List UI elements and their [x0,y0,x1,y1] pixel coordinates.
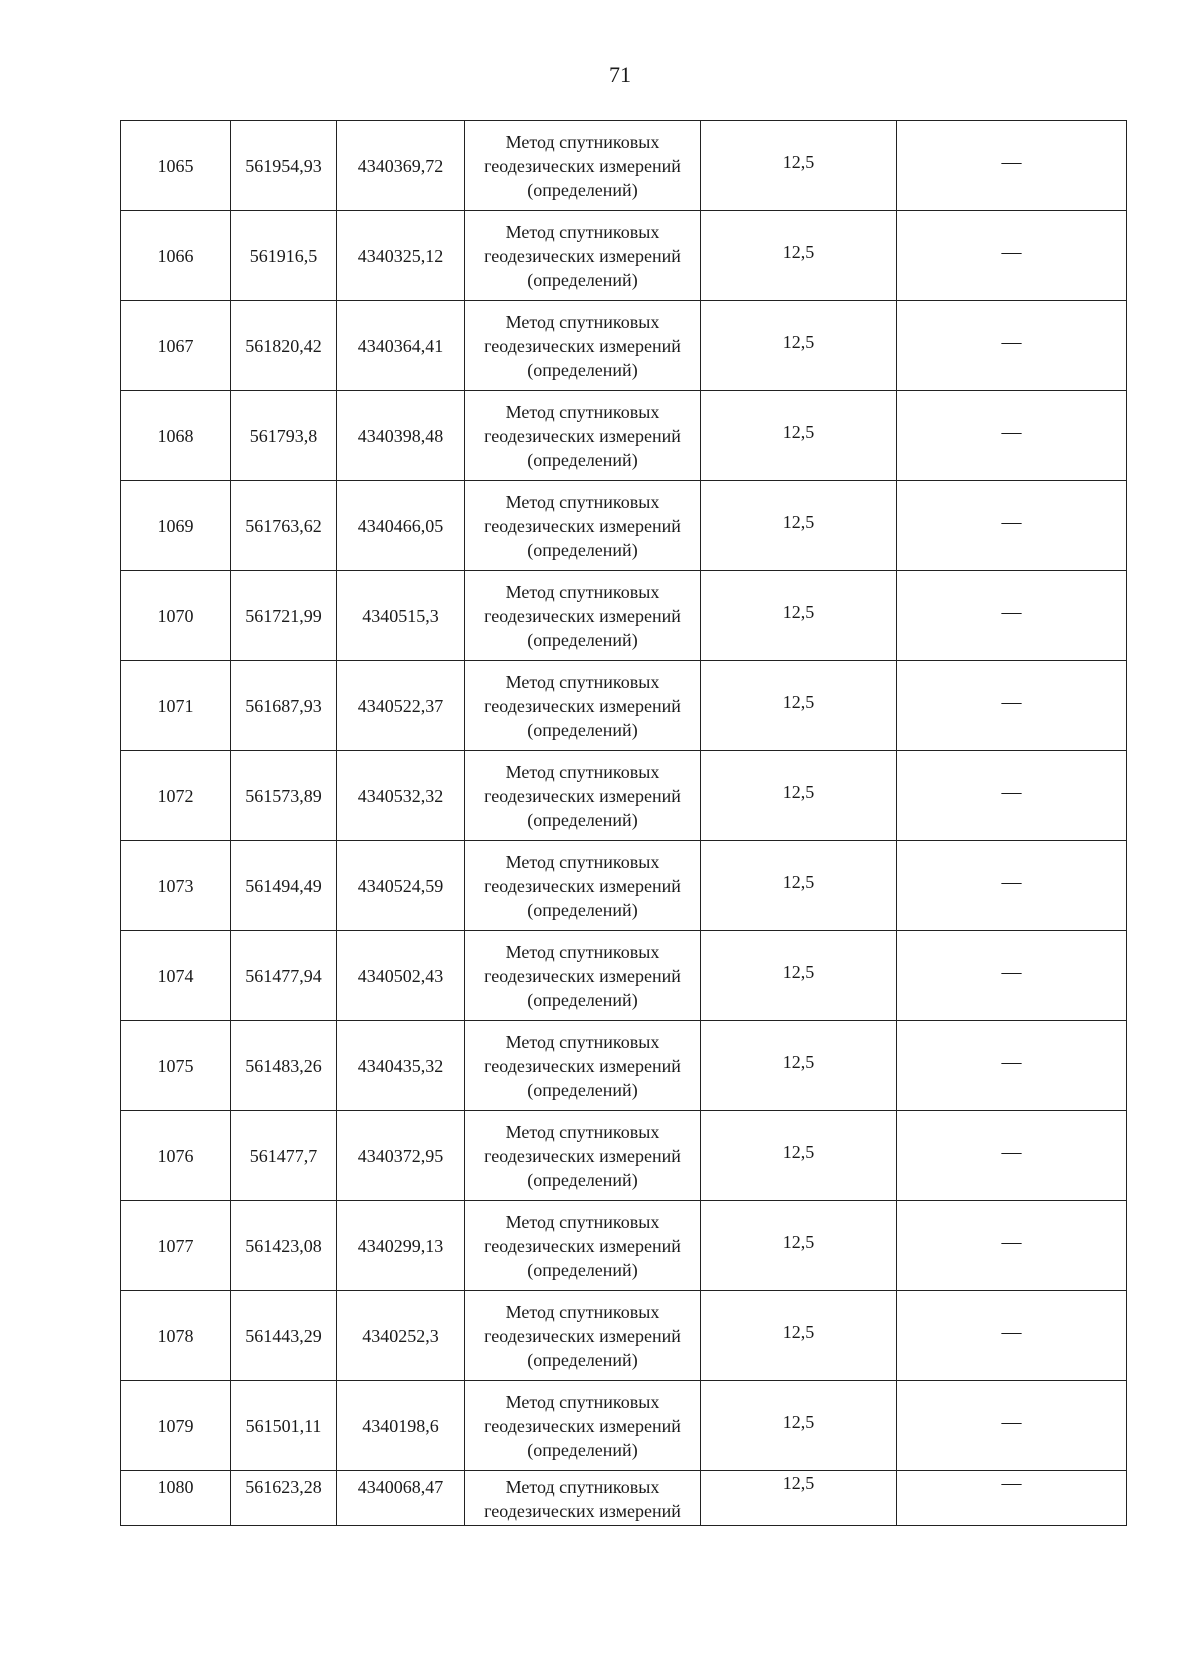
x-coordinate-cell-text: 561423,08 [245,1235,322,1256]
point-number-cell-text: 1066 [157,245,194,266]
point-number-cell [121,841,231,931]
method-line: геодезических измерений [484,1055,681,1076]
accuracy-cell-text: 12,5 [782,961,815,982]
method-line: геодезических измерений [484,1325,681,1346]
x-coordinate-cell-text: 561501,11 [245,1415,322,1436]
method-line: геодезических измерений [484,1501,681,1521]
note-cell [897,931,1127,1021]
accuracy-cell [701,211,897,301]
method-cell [465,1111,701,1201]
table-row [121,931,1127,1021]
accuracy-cell [701,1291,897,1381]
y-coordinate-cell-text: 4340398,48 [357,425,444,446]
accuracy-cell-text: 12,5 [782,331,815,352]
accuracy-cell-text: 12,5 [782,601,815,622]
point-number-cell [121,571,231,661]
method-line: (определений) [527,539,638,560]
x-coordinate-cell [231,1111,337,1201]
x-coordinate-cell-text: 561477,94 [245,965,322,986]
x-coordinate-cell-text: 561623,28 [245,1477,322,1497]
x-coordinate-cell-text: 561483,26 [245,1055,322,1076]
method-line: Метод спутниковых [505,1121,660,1142]
note-cell-text: — [1001,1472,1022,1494]
point-number-cell [121,1381,231,1471]
point-number-cell [121,661,231,751]
point-number-cell [121,481,231,571]
note-cell [897,661,1127,751]
x-coordinate-cell [231,661,337,751]
table-row [121,1471,1127,1526]
point-number-cell [121,1291,231,1381]
point-number-cell [121,301,231,391]
y-coordinate-cell [337,1381,465,1471]
x-coordinate-cell [231,1471,337,1526]
accuracy-cell-text: 12,5 [782,691,815,712]
method-line: геодезических измерений [484,515,681,536]
note-cell [897,301,1127,391]
method-line: Метод спутниковых [505,1211,660,1232]
method-line: Метод спутниковых [505,581,660,602]
y-coordinate-cell-text: 4340299,13 [357,1235,444,1256]
method-line: (определений) [527,989,638,1010]
table-row [121,1291,1127,1381]
point-number-cell-text: 1068 [157,425,194,446]
table-row [121,211,1127,301]
method-line: Метод спутниковых [505,311,660,332]
note-cell [897,211,1127,301]
point-number-cell-text: 1077 [157,1235,194,1256]
method-line: геодезических измерений [484,875,681,896]
note-cell-text: — [1001,330,1022,353]
method-cell [465,1021,701,1111]
y-coordinate-cell [337,841,465,931]
x-coordinate-cell-text: 561916,5 [249,245,318,266]
note-cell-text: — [1001,150,1022,173]
y-coordinate-cell [337,211,465,301]
method-cell [465,211,701,301]
table-row [121,1201,1127,1291]
accuracy-cell [701,391,897,481]
method-line: (определений) [527,1349,638,1370]
accuracy-cell-text: 12,5 [782,1321,815,1342]
method-line: геодезических измерений [484,605,681,626]
y-coordinate-cell-text: 4340466,05 [357,515,444,536]
method-line: (определений) [527,1079,638,1100]
x-coordinate-cell-text: 561954,93 [245,155,322,176]
method-line: Метод спутниковых [505,221,660,242]
x-coordinate-cell [231,1291,337,1381]
accuracy-cell [701,1381,897,1471]
method-line: Метод спутниковых [505,1391,660,1412]
y-coordinate-cell-text: 4340532,32 [357,785,444,806]
method-line: (определений) [527,809,638,830]
method-cell [465,751,701,841]
note-cell [897,1111,1127,1201]
x-coordinate-cell-text: 561443,29 [245,1325,322,1346]
y-coordinate-cell [337,121,465,211]
note-cell [897,1381,1127,1471]
note-cell [897,1021,1127,1111]
method-line: (определений) [527,1259,638,1280]
point-number-cell-text: 1071 [157,695,194,716]
table-row [121,1111,1127,1201]
method-cell [465,1291,701,1381]
accuracy-cell [701,481,897,571]
x-coordinate-cell [231,751,337,841]
accuracy-cell [701,1471,897,1526]
point-number-cell-text: 1070 [157,605,194,626]
y-coordinate-cell [337,571,465,661]
x-coordinate-cell [231,481,337,571]
accuracy-cell-text: 12,5 [782,871,815,892]
accuracy-cell-text: 12,5 [782,421,815,442]
table-row [121,1381,1127,1471]
point-number-cell [121,211,231,301]
accuracy-cell [701,751,897,841]
accuracy-cell [701,301,897,391]
accuracy-cell [701,1111,897,1201]
x-coordinate-cell-text: 561573,89 [245,785,322,806]
method-line: геодезических измерений [484,1145,681,1166]
table-row [121,481,1127,571]
table-row [121,121,1127,211]
y-coordinate-cell [337,931,465,1021]
table-row [121,391,1127,481]
method-line: геодезических измерений [484,965,681,986]
note-cell-text: — [1001,1050,1022,1073]
note-cell-text: — [1001,240,1022,263]
accuracy-cell [701,571,897,661]
method-line: (определений) [527,899,638,920]
note-cell [897,1471,1127,1526]
y-coordinate-cell-text: 4340372,95 [357,1145,444,1166]
x-coordinate-cell [231,1201,337,1291]
accuracy-cell [701,841,897,931]
y-coordinate-cell-text: 4340364,41 [357,335,444,356]
point-number-cell-text: 1073 [157,875,194,896]
point-number-cell-text: 1072 [157,785,194,806]
coordinates-table [120,120,1127,1526]
y-coordinate-cell-text: 4340435,32 [357,1055,444,1076]
y-coordinate-cell-text: 4340515,3 [362,605,439,626]
x-coordinate-cell-text: 561721,99 [245,605,322,626]
method-line: Метод спутниковых [505,671,660,692]
y-coordinate-cell [337,1201,465,1291]
x-coordinate-cell-text: 561763,62 [245,515,322,536]
note-cell-text: — [1001,870,1022,893]
y-coordinate-cell-text: 4340325,12 [357,245,444,266]
y-coordinate-cell [337,481,465,571]
y-coordinate-cell-text: 4340198,6 [362,1415,439,1436]
method-line: Метод спутниковых [505,1477,660,1497]
point-number-cell-text: 1069 [157,515,194,536]
y-coordinate-cell [337,391,465,481]
table-row [121,301,1127,391]
note-cell-text: — [1001,510,1022,533]
method-line: (определений) [527,359,638,380]
accuracy-cell-text: 12,5 [782,241,815,262]
accuracy-cell [701,661,897,751]
x-coordinate-cell-text: 561820,42 [245,335,322,356]
method-line: Метод спутниковых [505,1301,660,1322]
y-coordinate-cell-text: 4340068,47 [357,1477,444,1497]
point-number-cell [121,1471,231,1526]
accuracy-cell-text: 12,5 [782,1051,815,1072]
method-line: Метод спутниковых [505,1031,660,1052]
method-line: Метод спутниковых [505,401,660,422]
accuracy-cell [701,121,897,211]
note-cell [897,481,1127,571]
point-number-cell-text: 1074 [157,965,194,986]
note-cell-text: — [1001,1230,1022,1253]
method-line: Метод спутниковых [505,941,660,962]
x-coordinate-cell [231,841,337,931]
method-line: (определений) [527,449,638,470]
table-row [121,1021,1127,1111]
y-coordinate-cell [337,1021,465,1111]
point-number-cell-text: 1075 [157,1055,194,1076]
y-coordinate-cell [337,751,465,841]
method-cell [465,661,701,751]
page-number: 71 [609,62,631,87]
method-cell [465,1471,701,1526]
note-cell [897,751,1127,841]
method-line: (определений) [527,1169,638,1190]
table-row [121,661,1127,751]
note-cell-text: — [1001,780,1022,803]
method-line: (определений) [527,719,638,740]
method-line: геодезических измерений [484,155,681,176]
point-number-cell [121,1111,231,1201]
method-cell [465,121,701,211]
accuracy-cell [701,931,897,1021]
method-cell [465,1201,701,1291]
point-number-cell-text: 1079 [157,1415,194,1436]
accuracy-cell-text: 12,5 [782,151,815,172]
y-coordinate-cell [337,1111,465,1201]
method-cell [465,301,701,391]
point-number-cell-text: 1078 [157,1325,194,1346]
table-row [121,571,1127,661]
accuracy-cell [701,1201,897,1291]
x-coordinate-cell-text: 561494,49 [245,875,322,896]
note-cell-text: — [1001,960,1022,983]
method-line: (определений) [527,179,638,200]
method-line: (определений) [527,1439,638,1460]
note-cell-text: — [1001,600,1022,623]
x-coordinate-cell-text: 561687,93 [245,695,322,716]
x-coordinate-cell [231,931,337,1021]
point-number-cell [121,931,231,1021]
point-number-cell-text: 1080 [157,1477,194,1497]
method-line: (определений) [527,629,638,650]
x-coordinate-cell [231,121,337,211]
method-cell [465,481,701,571]
accuracy-cell-text: 12,5 [782,1141,815,1162]
note-cell-text: — [1001,1410,1022,1433]
note-cell [897,121,1127,211]
x-coordinate-cell [231,1021,337,1111]
method-cell [465,571,701,661]
point-number-cell-text: 1076 [157,1145,194,1166]
y-coordinate-cell-text: 4340252,3 [362,1325,439,1346]
x-coordinate-cell [231,571,337,661]
note-cell-text: — [1001,1320,1022,1343]
method-cell [465,931,701,1021]
note-cell [897,1201,1127,1291]
table-row [121,841,1127,931]
note-cell [897,391,1127,481]
coordinates-table-body [121,121,1127,1526]
y-coordinate-cell [337,301,465,391]
note-cell [897,841,1127,931]
point-number-cell-text: 1067 [157,335,194,356]
method-line: геодезических измерений [484,335,681,356]
accuracy-cell [701,1021,897,1111]
table-row [121,751,1127,841]
y-coordinate-cell-text: 4340524,59 [357,875,444,896]
method-line: геодезических измерений [484,425,681,446]
note-cell-text: — [1001,690,1022,713]
method-line: Метод спутниковых [505,851,660,872]
x-coordinate-cell-text: 561477,7 [249,1145,318,1166]
point-number-cell [121,121,231,211]
method-line: (определений) [527,269,638,290]
method-line: Метод спутниковых [505,131,660,152]
method-cell [465,391,701,481]
y-coordinate-cell-text: 4340369,72 [357,155,444,176]
accuracy-cell-text: 12,5 [782,1231,815,1252]
point-number-cell-text: 1065 [157,155,194,176]
accuracy-cell-text: 12,5 [782,1473,815,1493]
method-line: геодезических измерений [484,1235,681,1256]
x-coordinate-cell [231,391,337,481]
point-number-cell [121,391,231,481]
accuracy-cell-text: 12,5 [782,1411,815,1432]
note-cell-text: — [1001,1140,1022,1163]
point-number-cell [121,1021,231,1111]
method-line: Метод спутниковых [505,761,660,782]
y-coordinate-cell [337,1471,465,1526]
method-cell [465,1381,701,1471]
accuracy-cell-text: 12,5 [782,781,815,802]
y-coordinate-cell [337,661,465,751]
method-cell [465,841,701,931]
accuracy-cell-text: 12,5 [782,511,815,532]
method-line: геодезических измерений [484,785,681,806]
method-line: геодезических измерений [484,695,681,716]
x-coordinate-cell [231,211,337,301]
method-line: геодезических измерений [484,245,681,266]
method-line: геодезических измерений [484,1415,681,1436]
y-coordinate-cell-text: 4340522,37 [357,695,444,716]
x-coordinate-cell [231,1381,337,1471]
method-line: Метод спутниковых [505,491,660,512]
x-coordinate-cell [231,301,337,391]
note-cell-text: — [1001,420,1022,443]
point-number-cell [121,1201,231,1291]
point-number-cell [121,751,231,841]
x-coordinate-cell-text: 561793,8 [249,425,318,446]
y-coordinate-cell [337,1291,465,1381]
note-cell [897,571,1127,661]
note-cell [897,1291,1127,1381]
y-coordinate-cell-text: 4340502,43 [357,965,444,986]
